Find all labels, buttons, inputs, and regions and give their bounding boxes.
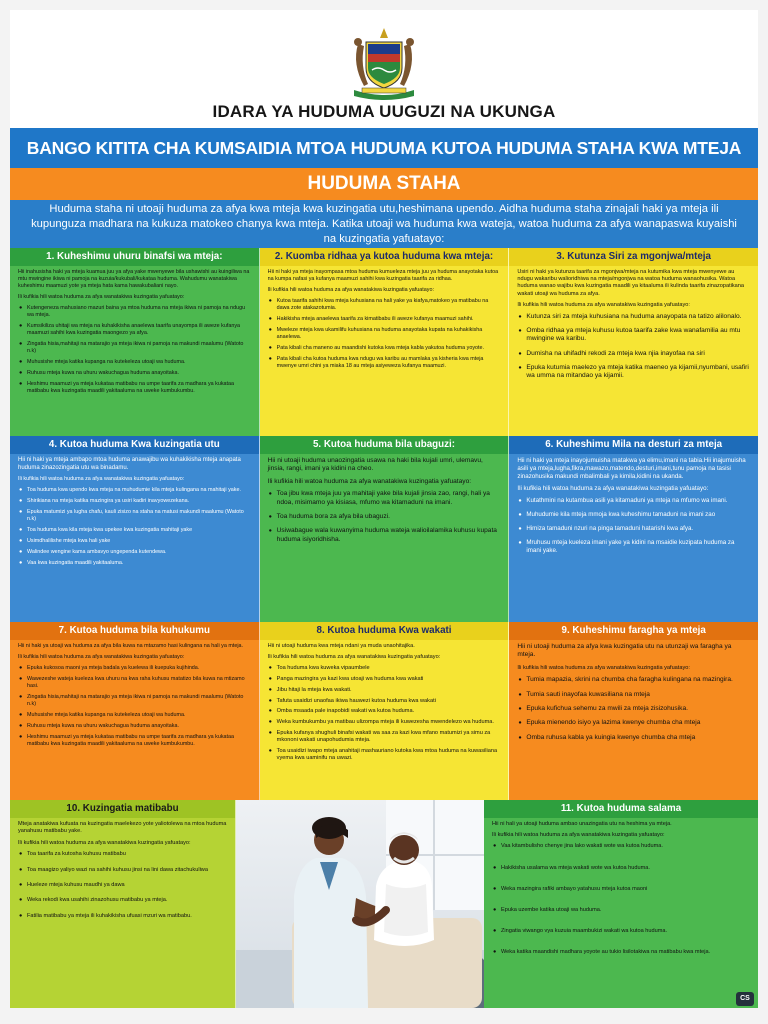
list-item: ● Hueleze mteja kuhusu maudhi ya dawa [18,882,227,889]
list-item: ● Zingatia hisia,mahitaji na matarajio ya mteja ikiwa ni pamoja na makundi maalumu (Watoto n.k) [18,341,251,355]
list-item: ● Weka rekodi kwa usahihi zinazohusu matibabu ya mteja. [18,897,227,904]
card-consent [260,248,510,436]
list-item: ● Kutunza siri za mteja kuhusiana na huduma anayopata na tatizo alilonalo. [517,313,750,321]
banner-title: BANGO KITITA CHA KUMSAIDIA MTOA HUDUMA KUTOA HUDUMA STAHA KWA MTEJA [10,128,758,168]
card-title: 10. Kuzingatia matibabu [10,800,235,818]
list-item: ● Toa huduma bora za afya bila ubaguzi. [268,513,501,521]
list-item: ● Epuka kutumia maelezo ya mteja katika maeneo ya kijamii,nyumbani, usafiri wa umma na mitandao ya kijamii. [517,364,750,380]
sub-title: HUDUMA STAHA [10,168,758,200]
list-item: ● Usimdhalilishe mteja kwa hali yake [18,538,251,545]
list-item: ● Toa huduma kwa kuweka vipaumbele [268,665,501,672]
card-intro: Hii ni utoaji huduma unaozingatia usawa na haki bila kujali umri, ulemavu, jinsia, rangi, imani ya kidini na cheo. [267,457,483,473]
list-item: ● Kutengeneza mahusiano mazuri baina ya mtoa huduma na mteja ikiwa ni pamoja na ndugu wa mteja. [18,305,251,319]
list-item: ● Weka mazingira rafiki ambayo yatahusu mteja kutoa maoni [492,886,750,893]
list-item: ● Jibu hitaji la mteja kwa wakati. [268,687,501,694]
card-lead: Ili kufikia hili watoa huduma za afya wanatakiwa kuzingatia yafuatayo: [492,832,665,839]
card-no-judgement [10,622,260,800]
org-title: IDARA YA HUDUMA UUGUZI NA UKUNGA [212,102,556,121]
list-item: ● Tumia mapazia, skrini na chumba cha faragha kulingana na mazingira. [517,676,750,684]
card-safe-service [484,800,758,1008]
list-item: ● Shirikiana na mteja katika mazingira ya usiri kadiri inavyowezekana. [18,498,251,505]
card-lead: Ili kufikia hili watoa huduma za afya wanatakiwa kuzingatia yafuatayo: [517,664,690,671]
list-item: ● Toa huduma kwa kila mteja kwa upekee kwa kuzingatia mahitaji yake [18,527,251,534]
card-title: 7. Kutoa huduma bila kuhukumu [10,622,259,640]
list-item: ● Omba ruhusa kabla ya kuingia kwenye chumba cha mteja [517,734,750,742]
list-item: ● Toa jibu kwa mteja juu ya mahitaji yake bila kujali jinsia zao, rangi, hali ya ndoa, misimamo ya kisiasa, mfumo wa kitamaduni na imani. [268,490,501,507]
list-item: ● Wawezeshe wateja kueleza kwa uhuru na kwa raha kuhusu matatizo bila kuwa na mtizamo hasi. [18,676,251,690]
list-item: ● Weka katika maandishi madhara yoyote au tukio lisilotakiwa na matibabu kwa mteja. [492,949,750,956]
list-item: ● Toa usaidizi iwapo mteja anahitaji mashauriano kutoka kwa mtoa huduma na kuwasiliana vyema kwa uaminifu na uwazi. [268,748,501,762]
card-treatment-adherence [10,800,236,1008]
card-intro: Usiri ni haki ya kutunza taarifa za mgonjwa/mteja na kutumika kwa mteja mwenyewe au ndugu wakaribu walioridhiwa na mteja/mgonjwa na watoa huduma wanaohusika. Watoa huduma wanao wajibu kwa kuzingatia maadili ya kitaaluma ili kulinda taarifa zinazopatikana wakati utoaji wa huduma za afya. [517,269,745,297]
card-lead: Ili kufikia hili watoa huduma za afya wanatakiwa kuzingatia yafuatayo: [267,477,472,485]
card-lead: Ili kufikia hili watoa huduma za afya wanatakiwa kuzingatia yafuatayo: [18,294,185,300]
list-item: ● Toa taarifa za kutosha kuhusu matibabu [18,851,227,858]
card-title: 4. Kutoa huduma Kwa kuzingatia utu [10,436,259,454]
card-non-discrimination [260,436,510,622]
card-title: 5. Kutoa huduma bila ubaguzi: [260,436,509,454]
card-intro: Mteja anatakiwa kufuata na kuzingatia maelekezo yote yaliotolewa na mtoa huduma yanahusu matibabu yake. [18,821,227,835]
card-title: 1. Kuheshimu uhuru binafsi wa mteja: [10,248,259,266]
list-item: ● Vaa kwa kuzingatia maadili yakitaaluma. [18,560,251,567]
list-item: ● Tumia sauti inayofaa kuwasiliana na mteja [517,691,750,699]
list-item: ● Heshimu maamuzi ya mteja kukataa matibabu na umpe taarifa za madhara ya kukataa matibabu kwa kuzingatia maadili yakitaaluma na uweke kumbukumbu. [18,381,251,395]
card-timely-service [260,622,510,800]
card-title: 8. Kutoa huduma Kwa wakati [260,622,509,640]
list-item: ● Kutoa taarifa sahihi kwa mteja kuhusiana na hali yake ya kiafya,matokeo ya matibabu na dawa zote atakazotumia. [268,298,501,312]
card-lead: Ili kufikia hili watoa huduma za afya wanatakiwa kuzingatia yafuatayo: [267,653,441,660]
card-intro: Hii ni hali ya utoaji huduma ambao unazingatia utu na heshima ya mteja. [492,821,672,827]
card-title: 2. Kuomba ridhaa ya kutoa huduma kwa mteja: [260,248,509,266]
intro-text: Huduma staha ni utoaji huduma za afya kwa mteja kwa kuzingatia utu,heshimana upendo. Aidha huduma staha zinajali haki ya mteja ili kupunguza madhara na kukuza matokeo chanya kwa mteja. Katika utoaji wa huduma kwa wateja, watoa huduma za afya wanapaswa kuyaishi na kuzingatia yafuatayo: [10,200,758,248]
list-item: ● Usiwabague wala kuwanyima huduma wateja walioilalamika kuhusu kupata huduma isiyoridhisha. [268,527,501,544]
list-item: ● Epuka mienendo isiyo ya lazima kwenye chumba cha mteja [517,719,750,727]
list-item: ● Omba msaada pale inapobidi wakati wa kutoa huduma. [268,708,501,715]
list-item: ● Tafuta usaidizi unaofaa ikiwa hauwezi kutoa huduma kwa wakati [268,698,501,705]
list-item: ● Epuka kukosoa maoni ya mteja badala ya kuelewa ili kuepuka kujihinda. [18,665,251,672]
list-item: ● Muhudumie kila mteja mmoja kwa kuheshimu tamaduni na imani zao [517,511,750,519]
list-item: ● Ruhusu mteja kuwa na uhuru wakuchagua huduma anayoitaka. [18,370,251,377]
card-confidentiality [509,248,758,436]
card-respect-autonomy [10,248,260,436]
card-intro: Hii inahusisha haki ya mteja kuamua juu ya afya yake mwenyewe bila ushawishi au kuingiliwa na mtu mwingine ikiwa ni pamoja na kuzuia/kukubali/kukataa huduma. Wahudumu wanatakiwa kuheshimu maamuzi yote ya mteja hata kama hawakubaliani nayo. [18,269,250,289]
card-privacy [509,622,758,800]
cs-badge: CS [736,992,754,1006]
list-item: ● Panga mazingira ya kazi kwa utoaji wa huduma kwa wakati [268,676,501,683]
list-item: ● Mruhusu mteja kueleza imani yake ya kidini na msaidie kuzipata huduma za imani yake. [517,539,750,555]
coat-of-arms-icon [344,24,424,104]
nurse-patient-illustration [236,800,484,1008]
card-intro: Hii ni haki ya mteja inayojumuisha matakwa ya elimu,imani na tabia.Hii inajumuisha asili ya mteja,lugha,fikra,mawazo,matendo,desturi,imani,tunu pamoja na tasisi zinazohusika makundi mbalimbali ya kimila,kidini na ukanda. [517,457,746,480]
list-item: ● Pata kibali cha kutoa huduma kwa ndugu wa karibu au mamlaka ya kisheria kwa mteja mwenye umri chini ya miaka 18 au mteja asiyeweza kufanya maamuzi. [268,356,501,370]
card-title: 9. Kuheshimu faragha ya mteja [509,622,758,640]
card-lead: Ili kufikia hili watoa huduma za afya wanatakiwa kuzingatia yafuatayo: [517,301,690,308]
list-item: ● Vaa kitambulisho chenye jina lako wakati wote wa kutoa huduma. [492,843,750,850]
card-lead: Ili kufikia hili watoa huduma za afya wanatakiwa kuzingatia yafuatayo: [267,287,434,293]
card-title: 11. Kutoa huduma salama [484,800,758,818]
list-item: ● Epuka uzembe katika utoaji wa huduma. [492,907,750,914]
card-title: 3. Kutunza Siri za mgonjwa/mteja [509,248,758,266]
list-item: ● Muhusishe mteja katika kupanga na kutekeleza utoaji wa huduma. [18,359,251,366]
nurse-patient-photo [236,800,484,1008]
list-item: ● Toa maagizo yaliyo wazi na sahihi kuhusu jinsi na lini dawa zitachukuliwa [18,867,227,874]
list-item: ● Pata kibali cha maneno au maandishi kutoka kwa mteja kabla yakutoa huduma yoyote. [268,345,501,352]
list-item: ● Omba ridhaa ya mteja kuhusu kutoa taarifa zake kwa wanafamilia au mtu mwingine wa karibu. [517,327,750,343]
card-respect-culture [509,436,758,622]
card-intro: Hii ni haki ya mteja inayompasa mtoa huduma kumueleza mteja juu ya huduma anayotaka kutoa na kumpa nafasi ya kufanya maamuzi sahihi kwa kuzingatia taarifa za ridhaa. [267,269,499,282]
card-title: 6. Kuheshimu Mila na desturi za mteja [509,436,758,454]
card-dignity [10,436,260,622]
list-item: ● Epuka kufichua sehemu za mwili za mteja zisizohusika. [517,705,750,713]
list-item: ● Mweleze mteja kwa ukamilifu kuhusiana na huduma anayotaka kupata na kuhakikisha anaelewa. [268,327,501,341]
list-item: ● Dumisha na uhifadhi rekodi za mteja kwa njia inayofaa na siri [517,350,750,358]
list-item: ● Zingatia hisia,mahitaji na matarajio ya mteja ikiwa ni pamoja na makundi maalumu (Watoto n.k) [18,694,251,708]
list-item: ● Epuka kufanya shughuli binafsi wakati wa saa za kazi kwa mfano matumizi ya simu za mkononi wakati unapohudumia mteja. [268,730,501,744]
list-item: ● Epuka matumizi ya lugha chafu, kauli zisizo na staha na matusi makundi maalumu (Watoto n.k) [18,509,251,523]
list-item: ● Muhusishe mteja katika kupanga na kutekeleza utoaji wa huduma. [18,712,251,719]
card-lead: Ili kufikia hili watoa huduma za afya wanatakiwa kuzingatia yafuatayo: [18,839,191,846]
card-intro: Hii ni haki ya utoaji wa huduma za afya bila kuwa na mtazamo hasi kulingana na hali ya mteja. [18,643,244,649]
list-item: ● Hakikisha usalama wa mteja wakati wote wa kutoa huduma. [492,865,750,872]
card-lead: Ili kufikia hili watoa huduma za afya wanatakiwa kuzingatia yafuatayo: [18,476,185,483]
list-item: ● Weka kumbukumbu ya matibau ulizompa mteja ili kuwezesha mwendelezo wa huduma. [268,719,501,726]
list-item: ● Zingatia viwango vya kuzuia maambukizi wakati wa kutoa huduma. [492,928,750,935]
list-item: ● Kumsikiliza uhitaji wa mteja na kuhakikisha anaelewa taarifa unayompa ili aweze kufanya maamuzi sahihi kwa kuzingatia maongezo ya afya. [18,323,251,337]
card-intro: Hii ni haki ya mteja ambapo mtoa huduma anawajibu wa kuhakikisha mteja anapata huduma zinazozingatia utu wa binadamu. [18,457,241,471]
list-item: ● Heshimu maamuzi ya mteja kukataa matibabu na umpe taarifa za madhara ya kukataa matibabu kwa kuzingatia maadili yakitaaluma na uweke kumbukumbu. [18,734,251,748]
list-item: ● Ruhusu mteja kuwa na uhuru wakuchagua huduma anayoitaka. [18,723,251,730]
list-item: ● Walindee wengine kama ambavyo ungependa kutendewa. [18,549,251,556]
poster [10,10,758,1008]
list-item: ● Toa huduma kwa upendo kwa mteja na muhudumie kila mteja kulingana na mahitaji yake. [18,487,251,494]
list-item: ● Himiza tamaduni nzuri na pinga tamaduni hatarishi kwa afya. [517,525,750,533]
card-lead: Ili kufikia hili watoa huduma za afya wanatakiwa kuzingatia yafuatayo: [18,654,185,660]
card-intro: Hii ni utoaji huduma za afya kwa kuzingatia utu na utunzaji wa faragha ya mteja. [517,643,732,659]
card-lead: Ili kufikia hili watoa huduma za afya wanatakiwa kuzingatia yafuatayo: [517,485,709,492]
list-item: ● Fatilia matibabu ya mteja ili kuhakikisha ufuasi mzuri wa matibabu. [18,913,227,920]
list-item: ● Kutathmini na kutambua asili ya kitamaduni ya mteja na mfumo wa imani. [517,497,750,505]
list-item: ● Hakikisha mteja anaelewa taarifa za kimatibabu ili aweze kufanya maamuzi sahihi. [268,316,501,323]
card-intro: Hii ni utoaji huduma kwa mteja ndani ya muda unaohitajika. [267,643,415,649]
